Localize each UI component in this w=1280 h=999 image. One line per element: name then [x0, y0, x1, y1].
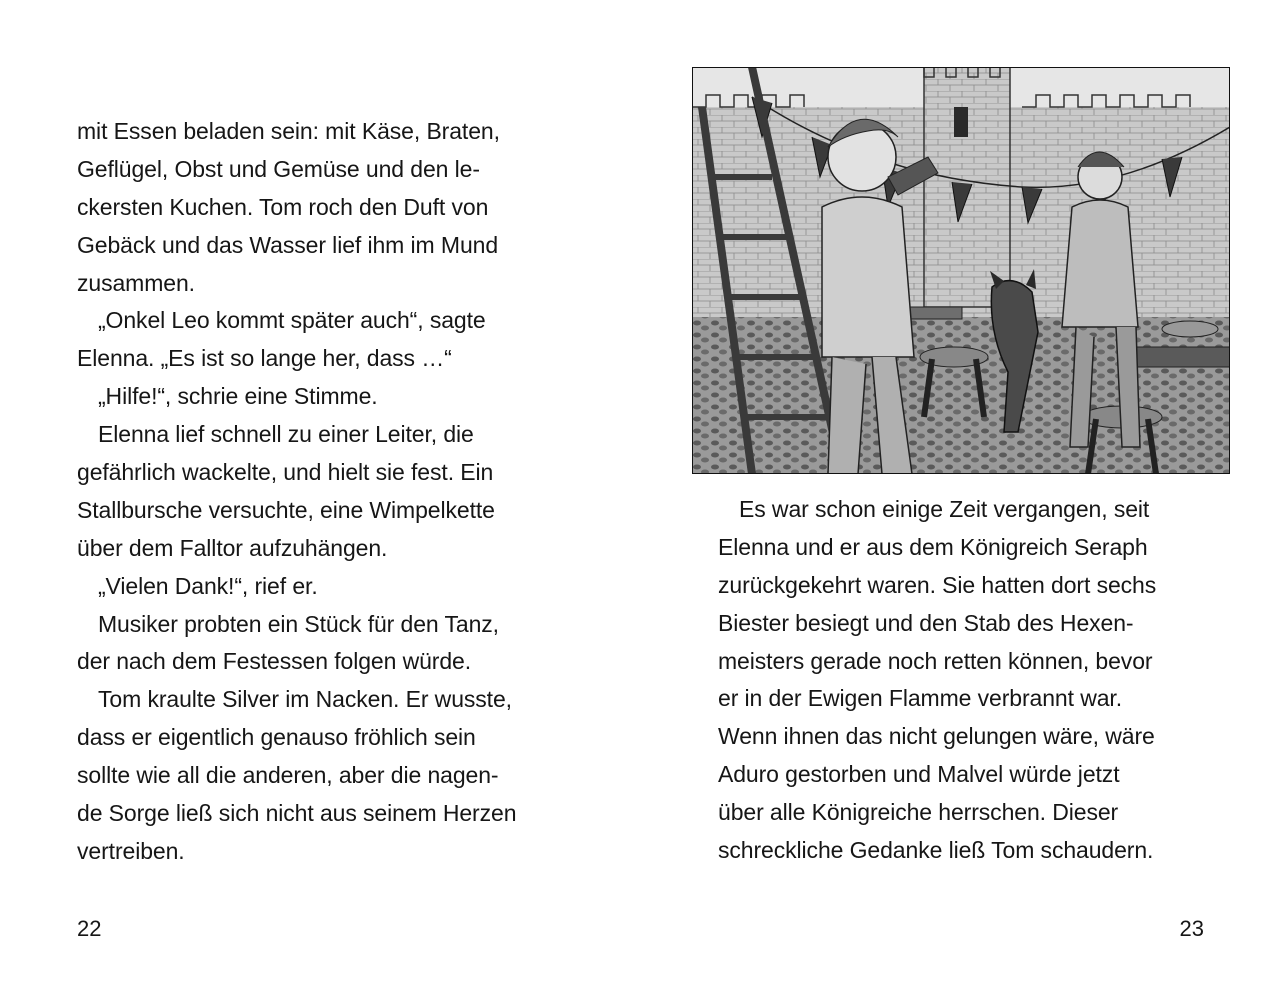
body-text	[718, 491, 1248, 870]
text-line: mit Essen beladen sein: mit Käse, Braten,	[77, 118, 500, 144]
text-line: Tom kraulte Silver im Nacken. Er wusste,	[98, 686, 512, 713]
text-line: vertreiben.	[77, 837, 185, 864]
text-line: de Sorge ließ sich nicht aus seinem Herzen	[77, 800, 517, 827]
text-line: ckersten Kuchen. Tom roch den Duft von	[77, 193, 489, 220]
text-line: sollte wie all die anderen, aber die nagen-	[77, 762, 499, 789]
text-line: Geflügel, Obst und Gemüse und den le-	[77, 155, 480, 182]
illustration	[692, 67, 1230, 474]
text-line: „Hilfe!“, schrie eine Stimme.	[98, 383, 378, 410]
text-line: Aduro gestorben und Malvel würde jetzt	[718, 761, 1120, 788]
page-number: 23	[1179, 916, 1204, 941]
text-line: „Vielen Dank!“, rief er.	[98, 572, 318, 599]
text-line: gefährlich wackelte, und hielt sie fest. Ein	[77, 459, 494, 486]
text-line: Wenn ihnen das nicht gelungen wäre, wäre	[718, 723, 1155, 750]
text-line: Stallbursche versuchte, eine Wimpelkette	[77, 496, 495, 523]
text-line: über dem Falltor aufzuhängen.	[77, 534, 388, 561]
text-line: Elenna. „Es ist so lange her, dass …“	[77, 345, 452, 372]
text-line: Biester besiegt und den Stab des Hexen-	[718, 609, 1134, 636]
text-line: zurückgekehrt waren. Sie hatten dort sechs	[718, 571, 1157, 598]
text-line: „Onkel Leo kommt später auch“, sagte	[98, 307, 486, 334]
text-line: schreckliche Gedanke ließ Tom schaudern.	[718, 837, 1154, 864]
text-line: über alle Königreiche herrschen. Dieser	[718, 799, 1119, 826]
text-line: Musiker probten ein Stück für den Tanz,	[98, 610, 499, 637]
text-line: Elenna lief schnell zu einer Leiter, die	[98, 421, 474, 448]
text-line: Elenna und er aus dem Königreich Seraph	[718, 533, 1148, 560]
text-line: dass er eigentlich genauso fröhlich sein	[77, 724, 476, 751]
text-line: Es war schon einige Zeit vergangen, seit	[739, 496, 1150, 522]
text-line: meisters gerade noch retten können, bevor	[718, 647, 1153, 674]
page-number: 22	[77, 916, 102, 941]
text-line: er in der Ewigen Flamme verbrannt war.	[718, 685, 1122, 712]
page-right	[640, 0, 1280, 999]
text-line: Gebäck und das Wasser lief ihm im Mund	[77, 231, 499, 258]
text-line: zusammen.	[77, 269, 195, 296]
castle-festival-illustration	[692, 67, 1230, 474]
body-text	[77, 113, 597, 871]
text-line: der nach dem Festessen folgen würde.	[77, 648, 472, 675]
